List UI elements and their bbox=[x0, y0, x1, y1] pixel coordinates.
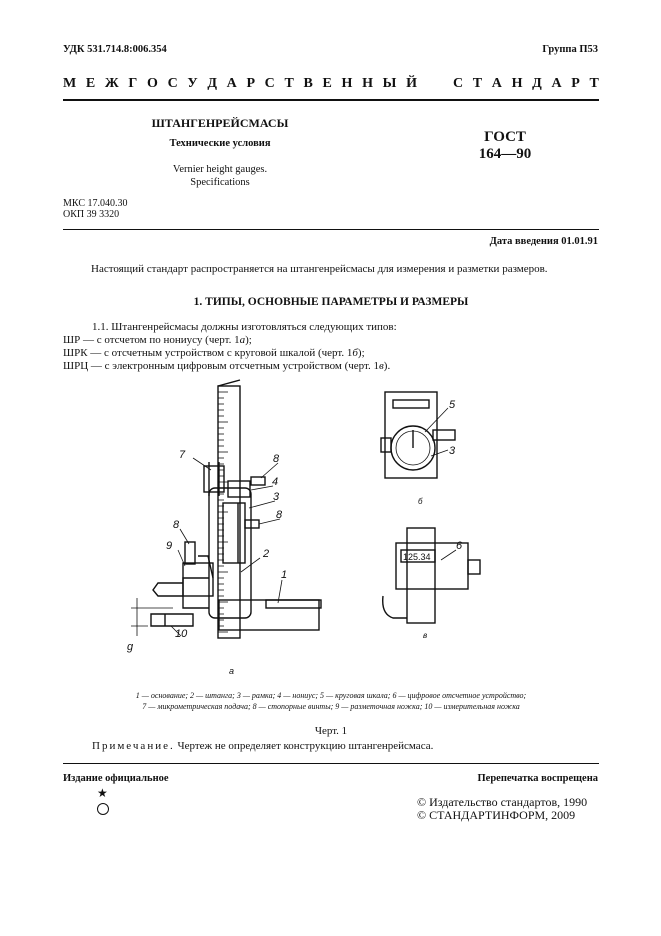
sublabel-c: в bbox=[423, 631, 428, 640]
section-title: 1. ТИПЫ, ОСНОВНЫЕ ПАРАМЕТРЫ И РАЗМЕРЫ bbox=[193, 296, 469, 308]
banner-letter: Н bbox=[362, 76, 373, 91]
banner-letter: М bbox=[63, 76, 77, 91]
banner-letter: Т bbox=[589, 76, 599, 91]
document-subtitle-ru: Технические условия bbox=[169, 138, 271, 149]
callout-8a: 8 bbox=[273, 453, 280, 465]
banner-letter: В bbox=[303, 76, 313, 91]
gost-number: ГОСТ 164—90 bbox=[478, 129, 532, 162]
types-intro: 1.1. Штангенрейсмасы должны изготовляться следующих типов: bbox=[92, 321, 397, 333]
footer-rule bbox=[63, 763, 599, 764]
okp-code: ОКП 39 3320 bbox=[63, 209, 120, 220]
group-code: Группа П53 bbox=[542, 44, 598, 55]
banner-letter: С bbox=[167, 76, 178, 91]
banner-letter: С bbox=[452, 76, 464, 91]
banner-letter: Т bbox=[284, 76, 294, 91]
banner-letter: Г bbox=[128, 76, 138, 91]
classification-codes bbox=[63, 198, 127, 220]
digital-display: 125.34 bbox=[403, 552, 431, 562]
copyright-1990: © Издательство стандартов, 1990 bbox=[417, 795, 588, 809]
intro-paragraph: Настоящий стандарт распространяется на штангенрейсмасы для измерения и разметки размеров. bbox=[91, 263, 548, 275]
type-shrc: ШРЦ — с электронным цифровым отсчетным устройством (черт. 1в). bbox=[63, 360, 391, 372]
reprint-prohibited: Перепечатка воспрещена bbox=[477, 773, 598, 784]
document-title-ru: ШТАНГЕНРЕЙСМАСЫ bbox=[151, 116, 289, 130]
banner-letter: Е bbox=[322, 76, 332, 91]
copyright-2009: © СТАНДАРТИНФОРМ, 2009 bbox=[417, 808, 576, 822]
banner-letter: С bbox=[264, 76, 275, 91]
type-shr: ШР — с отсчетом по нониусу (черт. 1а); bbox=[63, 334, 252, 346]
sublabel-b: б bbox=[418, 497, 423, 506]
banner-letter: Т bbox=[472, 76, 483, 91]
banner-letter: Ж bbox=[104, 76, 119, 91]
interstate-standard-banner bbox=[63, 76, 599, 92]
banner-gap bbox=[440, 76, 444, 92]
banner-letter: Д bbox=[532, 76, 542, 91]
callout-3: 3 bbox=[273, 491, 280, 503]
callout-3b: 3 bbox=[449, 445, 456, 457]
banner-gap bbox=[427, 76, 431, 92]
banner-letter: Н bbox=[511, 76, 523, 91]
banner-letter: Й bbox=[406, 76, 417, 91]
star-icon: ★ bbox=[97, 786, 108, 800]
callout-9: 9 bbox=[166, 540, 173, 552]
banner-letter: А bbox=[491, 76, 502, 91]
callout-8c: 8 bbox=[173, 519, 180, 531]
callout-5: 5 bbox=[449, 399, 456, 411]
callout-6: 6 bbox=[456, 540, 463, 552]
official-edition: Издание официальное bbox=[63, 773, 169, 784]
type-shrk: ШРК — с отсчетным устройством с круговой шкалой (черт. 1б); bbox=[63, 347, 365, 359]
callout-1: 1 bbox=[281, 569, 288, 581]
callout-7: 7 bbox=[179, 449, 186, 461]
header-rule bbox=[63, 99, 599, 101]
sublabel-a: а bbox=[229, 666, 235, 676]
banner-letter: Д bbox=[207, 76, 217, 91]
udk-code: УДК 531.714.8:006.354 bbox=[63, 44, 167, 55]
banner-letter: У bbox=[187, 76, 198, 91]
callout-2: 2 bbox=[263, 548, 270, 560]
mks-code: МКС 17.040.30 bbox=[63, 198, 128, 209]
banner-letter: Н bbox=[341, 76, 353, 91]
banner-letter: Р bbox=[246, 76, 255, 91]
banner-letter: Ы bbox=[382, 76, 397, 91]
callout-10: 10 bbox=[175, 628, 188, 640]
title-rule bbox=[63, 229, 599, 230]
figure-note: Примечание. Чертеж не определяет конструкцию штангенрейсмаса. bbox=[92, 740, 434, 752]
intro-date: Дата введения 01.01.91 bbox=[489, 236, 598, 247]
figure-drawing bbox=[63, 378, 599, 688]
callout-8b: 8 bbox=[276, 509, 283, 521]
document-title-en: Vernier height gauges. Specifications bbox=[172, 164, 268, 188]
banner-letter: А bbox=[551, 76, 562, 91]
banner-letter: Е bbox=[85, 76, 96, 91]
figure-caption: Черт. 1 bbox=[314, 725, 348, 737]
banner-letter: О bbox=[147, 76, 158, 91]
dimension-g: g bbox=[127, 641, 134, 653]
banner-letter: Р bbox=[571, 76, 580, 91]
callout-4: 4 bbox=[272, 476, 279, 488]
figure-legend: 1 — основание; 2 — штанга; 3 — рамка; 4 — нониус; 5 — круговая шкала; 6 — цифровое отсчетное устройство; 7 — микрометрическая подача; 8 — стопорные винты; 9 — разметочная ножка; 10 — измерительная ножка bbox=[135, 691, 527, 711]
banner-letter: А bbox=[226, 76, 237, 91]
circle-icon bbox=[97, 803, 109, 815]
